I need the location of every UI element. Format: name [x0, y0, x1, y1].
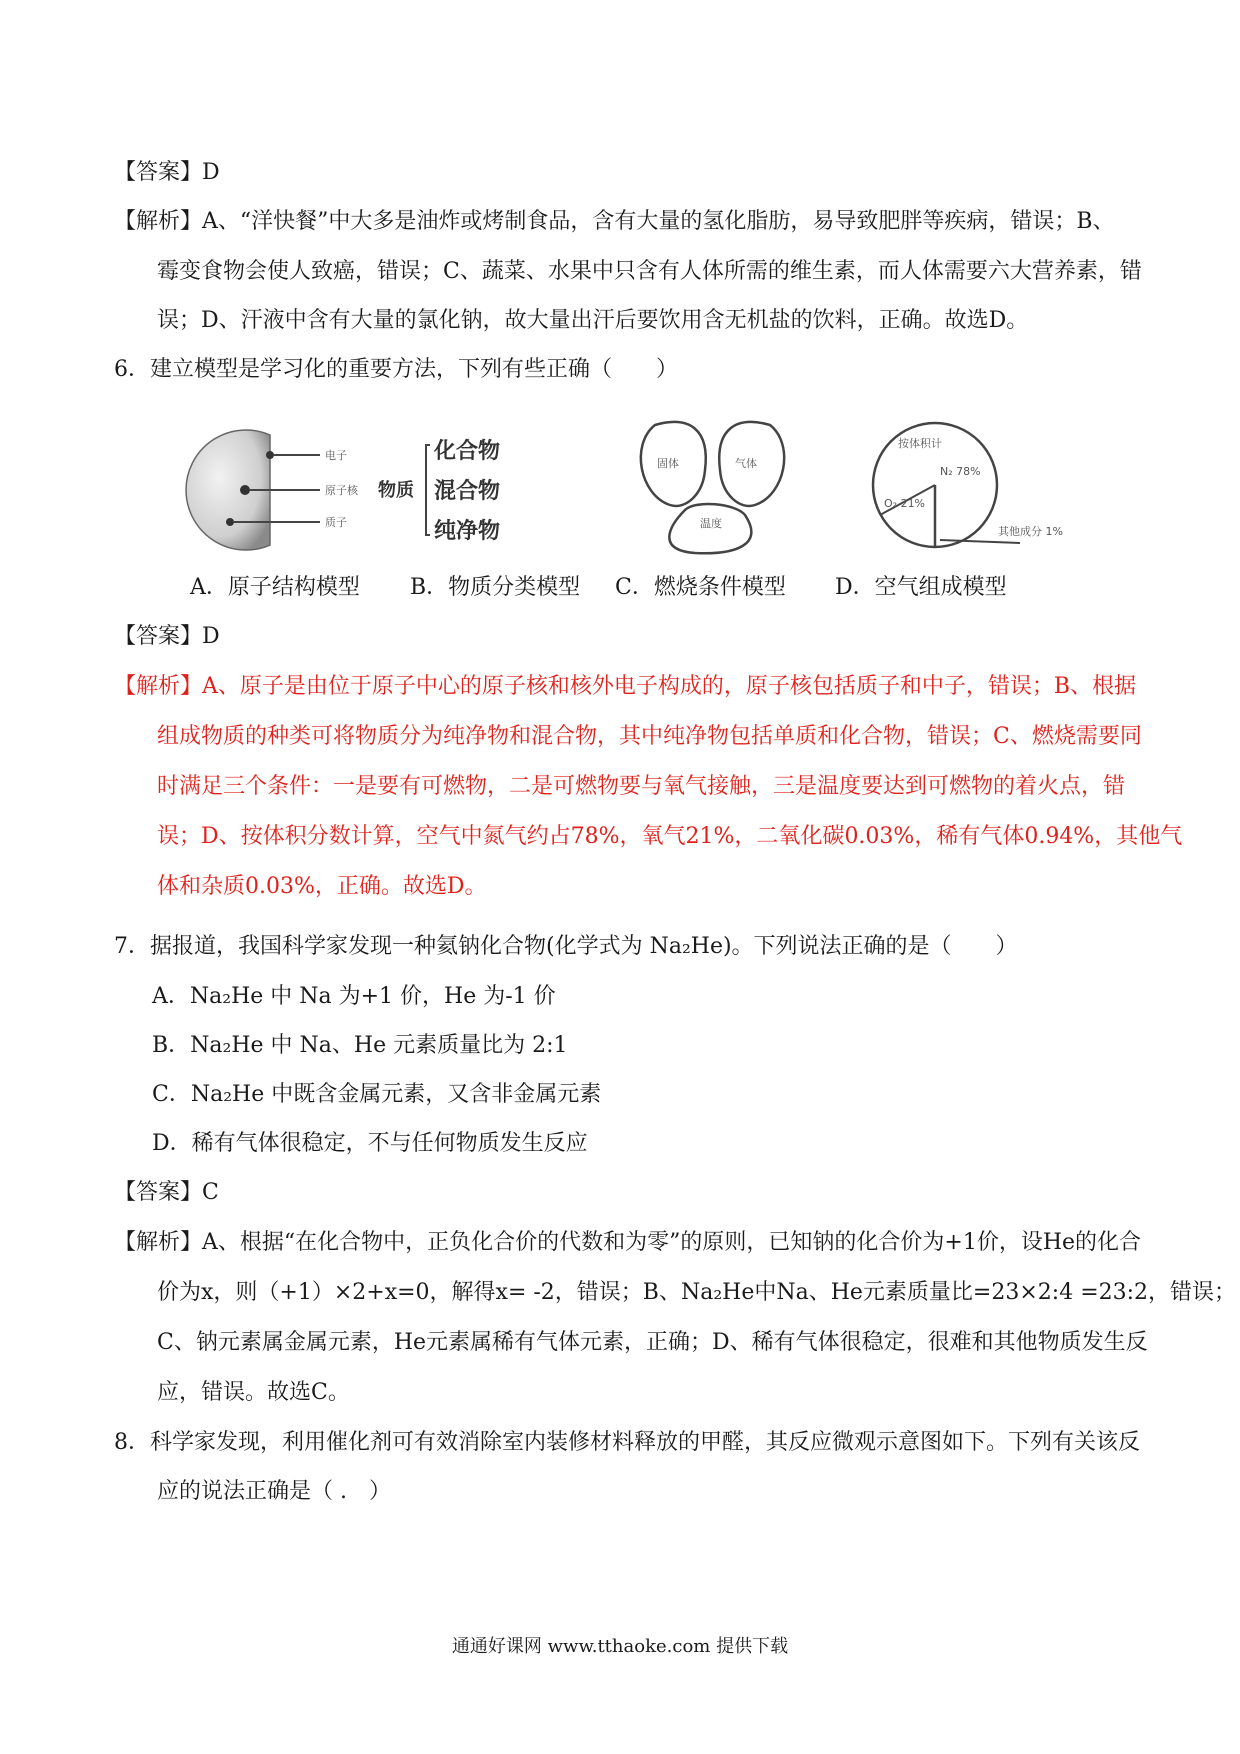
q5-analysis-line-3: 误；D、汗液中含有大量的氯化钠，故大量出汗后要饮用含无机盐的饮料，正确。故选D。	[157, 308, 1029, 333]
atom-label-proton: 质子	[325, 516, 347, 529]
combustion-label-solid: 固体	[657, 457, 679, 470]
q6-analysis-line-3: 时满足三个条件：一是要有可燃物，二是可燃物要与氧气接触，三是温度要达到可燃物的着火点，错	[157, 774, 1126, 799]
q7-analysis-line-3: C、钠元素属金属元素，He元素属稀有气体元素，正确；D、稀有气体很稳定，很难和其他物质发生反	[157, 1330, 1148, 1355]
air-label-nitrogen: N₂ 78%	[940, 465, 981, 478]
q6-answer: 【答案】D	[114, 624, 220, 649]
q6-option-b: B．物质分类模型	[410, 575, 581, 600]
q6-analysis-line-1: 【解析】A、原子是由位于原子中心的原子核和核外电子构成的，原子核包括质子和中子，错误；B、根据	[114, 674, 1137, 699]
q7-analysis-line-2: 价为x，则（+1）×2+x=0，解得x= -2，错误；B、Na₂He中Na、He元素质量比=23×2:4 =23:2，错误；	[157, 1280, 1237, 1305]
q7-option-b: B．Na₂He 中 Na、He 元素质量比为 2:1	[152, 1033, 568, 1058]
page-footer: 通通好课网 www.tthaoke.com 提供下载	[451, 1636, 789, 1657]
combustion-model-figure	[635, 415, 790, 560]
air-label-other: 其他成分 1%	[998, 525, 1063, 538]
q7-option-a: A．Na₂He 中 Na 为+1 价，He 为-1 价	[152, 984, 556, 1009]
atom-model-figure	[170, 425, 380, 555]
combustion-label-temperature: 温度	[700, 517, 722, 530]
q6-option-c: C．燃烧条件模型	[615, 575, 786, 600]
classify-item-pure: 纯净物	[434, 518, 501, 544]
air-label-header: 按体积计	[898, 437, 942, 450]
q7-analysis-line-1: 【解析】A、根据“在化合物中，正负化合价的代数和为零”的原则，已知钠的化合价为+1价，设He的化合	[114, 1230, 1142, 1255]
q6-option-d: D．空气组成模型	[835, 575, 1007, 600]
classify-root-label: 物质	[378, 480, 414, 501]
q5-analysis-line-1: 【解析】A、“洋快餐”中大多是油炸或烤制食品，含有大量的氢化脂肪，易导致肥胖等疾病，错误；B、	[114, 209, 1115, 234]
q7-option-c: C．Na₂He 中既含金属元素，又含非金属元素	[152, 1082, 602, 1107]
atom-label-electron: 电子	[325, 449, 347, 462]
atom-label-nucleus: 原子核	[325, 484, 358, 497]
classify-item-compound: 化合物	[434, 438, 501, 464]
air-label-oxygen: O₂ 21%	[884, 497, 926, 510]
q6-analysis-line-5: 体和杂质0.03%，正确。故选D。	[157, 874, 487, 899]
q6-stem: 6．建立模型是学习化的重要方法，下列有些正确（ ）	[114, 357, 678, 382]
q5-analysis-line-2: 霉变食物会使人致癌，错误；C、蔬菜、水果中只含有人体所需的维生素，而人体需要六大营养素，错	[157, 259, 1142, 284]
q6-option-a: A．原子结构模型	[190, 575, 360, 600]
q7-analysis-line-4: 应，错误。故选C。	[157, 1380, 350, 1405]
classification-model-figure	[378, 430, 558, 550]
air-composition-figure	[860, 415, 1080, 560]
q7-stem: 7．据报道，我国科学家发现一种氦钠化合物(化学式为 Na₂He)。下列说法正确的是（ ）	[114, 934, 1018, 959]
q6-analysis-line-2: 组成物质的种类可将物质分为纯净物和混合物，其中纯净物包括单质和化合物，错误；C、燃烧需要同	[157, 724, 1142, 749]
q6-analysis-line-4: 误；D、按体积分数计算，空气中氮气约占78%，氧气21%，二氧化碳0.03%，稀有气体0.94%，其他气	[157, 824, 1183, 849]
classify-item-mixture: 混合物	[434, 478, 501, 504]
q8-stem-line-1: 8．科学家发现，利用催化剂可有效消除室内装修材料释放的甲醛，其反应微观示意图如下。下列有关该反	[114, 1430, 1141, 1455]
combustion-label-gas: 气体	[735, 457, 757, 470]
q5-answer: 【答案】D	[114, 160, 220, 185]
q7-option-d: D．稀有气体很稳定，不与任何物质发生反应	[152, 1131, 588, 1156]
q8-stem-line-2: 应的说法正确是（ . ）	[157, 1479, 391, 1504]
q7-answer: 【答案】C	[114, 1180, 219, 1205]
